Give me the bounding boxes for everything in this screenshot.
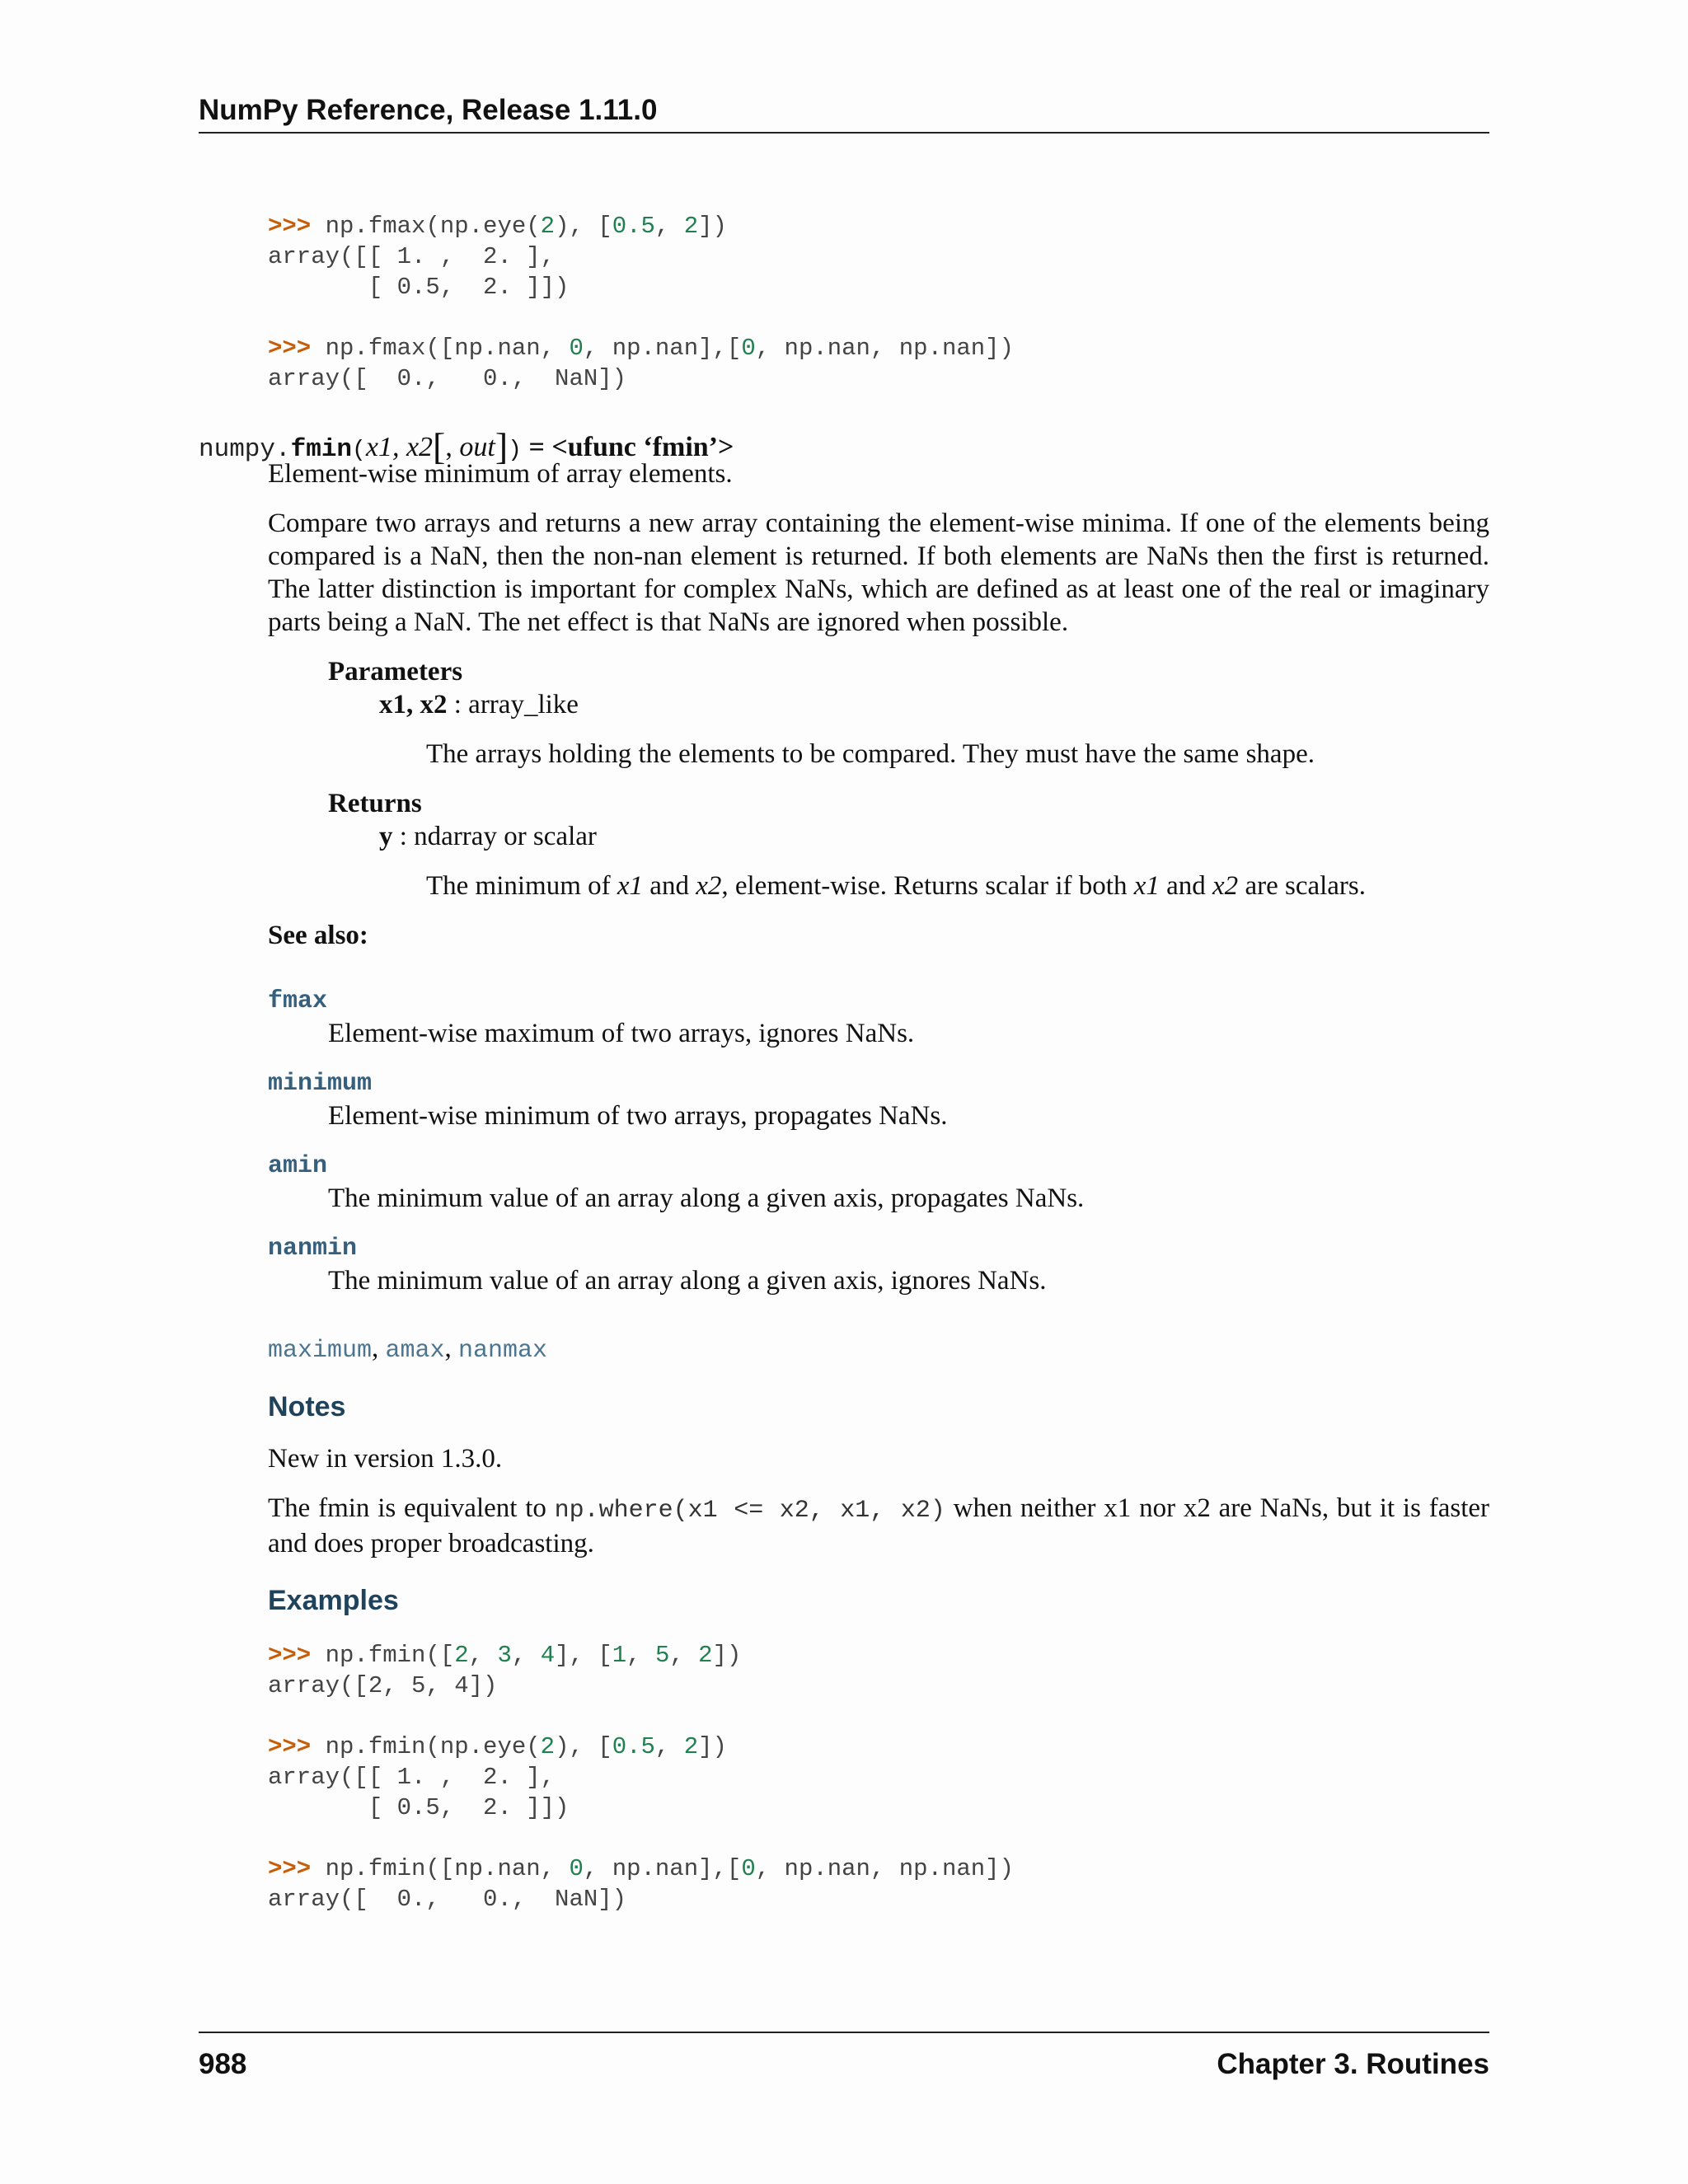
code-line: >>> np.fmin(np.eye(2), [0.5, 2]) bbox=[268, 1733, 727, 1760]
examples-heading: Examples bbox=[268, 1585, 399, 1616]
page-footer bbox=[199, 2032, 1489, 2083]
function-summary: Element-wise minimum of array elements. bbox=[268, 459, 733, 489]
see-also-link-nanmax[interactable]: nanmax bbox=[458, 1337, 548, 1365]
code-output-line: array([ 0., 0., NaN]) bbox=[268, 1886, 627, 1913]
function-description: Compare two arrays and returns a new array containing the element-wise minima. If one of the elements being compared is a NaN, then the non-nan element is returned. If both elements are NaNs then the first is returned. The latter distinction is important for complex NaNs, which are defined as at least one of the real or imaginary parts being a NaN. The net effect is that NaNs are ignored when possible. bbox=[268, 509, 1489, 637]
returns-heading: Returns bbox=[328, 789, 422, 818]
see-also-desc: The minimum value of an array along a given axis, propagates NaNs. bbox=[328, 1183, 1085, 1213]
function-signature: numpy.fmin(x1, x2[, out]) = <ufunc ‘fmin’> bbox=[199, 425, 734, 467]
header-title: NumPy Reference, Release 1.11.0 bbox=[199, 94, 658, 126]
return-y: y : ndarray or scalar bbox=[379, 822, 597, 851]
chapter-title: Chapter 3. Routines bbox=[1217, 2048, 1489, 2080]
code-line: >>> np.fmax(np.eye(2), [0.5, 2]) bbox=[268, 213, 727, 240]
notes-text: The fmin is equivalent to np.where(x1 <= x2, x1, x2) when neither x1 nor x2 are NaNs, but it is faster and does proper broadcasting. bbox=[268, 1493, 1490, 1558]
see-also-desc: The minimum value of an array along a given axis, ignores NaNs. bbox=[328, 1266, 1047, 1296]
signature-module: numpy. bbox=[199, 435, 291, 464]
see-also-desc: Element-wise minimum of two arrays, propagates NaNs. bbox=[328, 1101, 948, 1131]
return-description: The minimum of x1 and x2, element-wise. Returns scalar if both x1 and x2 are scalars. bbox=[426, 871, 1367, 901]
code-output-line: array([[ 1. , 2. ], bbox=[268, 243, 556, 270]
code-line: >>> np.fmin([np.nan, 0, np.nan],[0, np.nan, np.nan]) bbox=[268, 1855, 1014, 1882]
code-prompt: >>> bbox=[268, 1855, 312, 1882]
code-prompt: >>> bbox=[268, 213, 312, 240]
see-also-link-fmax[interactable]: fmax bbox=[268, 987, 328, 1015]
signature-optional-arg: out bbox=[459, 432, 495, 462]
see-also-desc: Element-wise maximum of two arrays, ignores NaNs. bbox=[328, 1019, 915, 1048]
notes-version: New in version 1.3.0. bbox=[268, 1444, 503, 1474]
code-block-fmin-examples bbox=[268, 1640, 1014, 1915]
see-also-link-nanmin[interactable]: nanmin bbox=[268, 1235, 358, 1263]
see-also-heading: See also: bbox=[268, 921, 368, 950]
code-prompt: >>> bbox=[268, 1642, 312, 1669]
see-also-link-maximum[interactable]: maximum bbox=[268, 1337, 373, 1365]
code-line: >>> np.fmin([2, 3, 4], [1, 5, 2]) bbox=[268, 1642, 742, 1669]
signature-args: x1, x2 bbox=[365, 432, 434, 462]
parameter-x1-x2: x1, x2 : array_like bbox=[379, 690, 579, 719]
code-output-line: array([ 0., 0., NaN]) bbox=[268, 365, 627, 392]
see-also-extra-links: maximum, amax, nanmax bbox=[268, 1333, 548, 1365]
see-also-link-minimum[interactable]: minimum bbox=[268, 1070, 373, 1098]
signature-name: fmin bbox=[290, 435, 353, 464]
page-number: 988 bbox=[199, 2048, 247, 2080]
code-prompt: >>> bbox=[268, 335, 312, 362]
code-output-line: array([2, 5, 4]) bbox=[268, 1672, 498, 1699]
signature-ufunc: = <ufunc ‘fmin’> bbox=[521, 432, 734, 462]
code-block-fmax-examples bbox=[268, 211, 1014, 394]
code-line: >>> np.fmax([np.nan, 0, np.nan],[0, np.nan, np.nan]) bbox=[268, 335, 1014, 362]
see-also-link-amax[interactable]: amax bbox=[385, 1337, 445, 1365]
code-output-line: [ 0.5, 2. ]]) bbox=[268, 274, 570, 301]
notes-heading: Notes bbox=[268, 1391, 346, 1422]
parameters-heading: Parameters bbox=[328, 657, 463, 687]
notes-inline-code: np.where(x1 <= x2, x1, x2) bbox=[554, 1497, 945, 1525]
see-also-link-amin[interactable]: amin bbox=[268, 1152, 328, 1180]
code-output-line: [ 0.5, 2. ]]) bbox=[268, 1794, 570, 1821]
parameter-description: The arrays holding the elements to be compared. They must have the same shape. bbox=[426, 739, 1315, 769]
code-output-line: array([[ 1. , 2. ], bbox=[268, 1764, 556, 1791]
code-prompt: >>> bbox=[268, 1733, 312, 1760]
page-header bbox=[199, 91, 1489, 134]
